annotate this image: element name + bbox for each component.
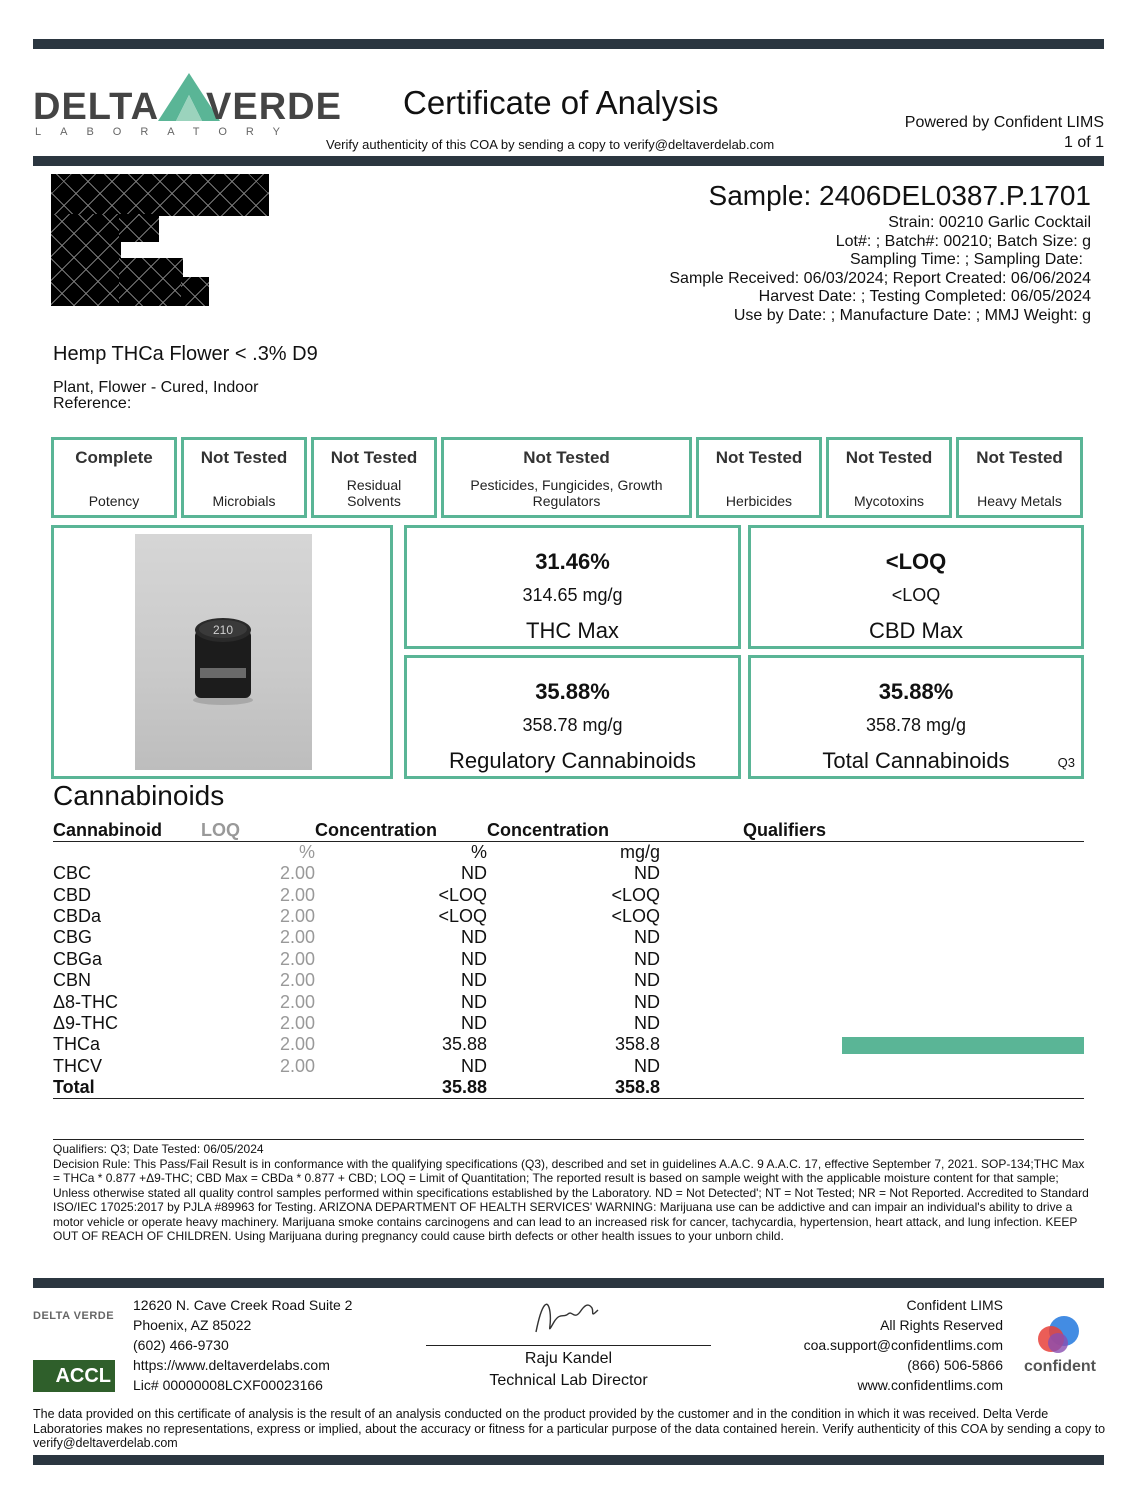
unit-cell [53, 842, 201, 864]
cannabinoid-name: THCV [53, 1055, 102, 1076]
table-row [53, 1013, 1084, 1034]
redaction-block [51, 214, 121, 306]
lims-email-link[interactable]: coa.support@confidentlims.com [803, 1337, 1003, 1353]
cannabinoid-mg: ND [634, 970, 660, 991]
lab-website-link[interactable]: https://www.deltaverdelabs.com [133, 1357, 330, 1373]
cannabinoid-qualifier [660, 991, 1084, 1012]
cannabinoid-qualifier [660, 1034, 1084, 1055]
cannabinoid-mg: 358.8 [614, 1034, 660, 1055]
page-title: Certificate of Analysis [403, 84, 719, 121]
cannabinoid-mg: <LOQ [611, 884, 660, 905]
table-row [53, 970, 1084, 991]
cannabinoid-pct: ND [461, 1055, 487, 1076]
cannabinoid-name: CBG [53, 927, 93, 948]
lab-address [133, 1295, 352, 1395]
cannabinoid-loq: 2.00 [279, 970, 315, 991]
table-row-total [53, 1077, 1084, 1099]
cannabinoid-loq: 2.00 [279, 905, 315, 926]
cannabinoid-loq: 2.00 [279, 1055, 315, 1076]
logo-delta: DELTA [33, 86, 160, 128]
unit-cell: % [470, 842, 487, 862]
sample-line-received: Sample Received: 06/03/2024; Report Created: 06/06/2024 [669, 269, 1091, 287]
regulatory-pct: 35.88% [535, 679, 610, 704]
cannabinoid-loq: 2.00 [279, 884, 315, 905]
cannabinoid-loq: 2.00 [279, 991, 315, 1012]
table-row [53, 927, 1084, 948]
cbd-max-label: CBD Max [868, 618, 964, 643]
panel-name: Residual Solvents [346, 477, 402, 509]
regulatory-mg: 358.78 mg/g [522, 715, 623, 735]
panel-name: Mycotoxins [853, 493, 925, 509]
header-loq: LOQ [201, 820, 315, 842]
redaction-block [119, 258, 183, 306]
product-name: Hemp THCa Flower < .3% D9 [53, 343, 318, 365]
panel-status: Not Tested [845, 448, 933, 467]
cannabinoid-pct: ND [461, 1012, 487, 1033]
panel-potency [51, 437, 177, 518]
thc-max-mg: 314.65 mg/g [522, 585, 623, 605]
cannabinoid-pct: 35.88 [441, 1034, 487, 1055]
signer-name: Raju Kandel [524, 1350, 613, 1367]
lims-info [804, 1295, 1003, 1395]
lims-rights: All Rights Reserved [880, 1317, 1003, 1333]
disclaimer-divider [53, 1139, 1084, 1140]
cannabinoid-qualifier [660, 1013, 1084, 1034]
footer-logo: DELTA VERDE [33, 1310, 115, 1322]
cannabinoid-mg: ND [634, 927, 660, 948]
panel-name: Potency [88, 493, 140, 509]
panel-name: Pesticides, Fungicides, Growth Regulators [470, 477, 663, 509]
lab-phone: (602) 466-9730 [133, 1337, 229, 1353]
total-mg: 358.8 [487, 1077, 660, 1099]
powered-by-text: Powered by Confident LIMS [904, 114, 1104, 131]
sample-id: Sample: 2406DEL0387.P.1701 [708, 180, 1091, 211]
panel-heavy-metals [956, 437, 1083, 518]
cannabinoids-title: Cannabinoids [53, 780, 225, 811]
qualifier-bar [842, 1037, 1084, 1054]
cannabinoid-name: CBC [53, 863, 92, 884]
header-cannabinoid: Cannabinoid [53, 820, 201, 842]
total-qualifier: Q3 [1057, 755, 1075, 770]
cannabinoid-qualifier [660, 970, 1084, 991]
table-row [53, 1034, 1084, 1055]
cannabinoid-name: Δ8-THC [53, 991, 119, 1012]
cannabinoid-mg: ND [634, 1012, 660, 1033]
table-row [53, 949, 1084, 970]
panel-name: Heavy Metals [977, 493, 1062, 509]
confident-logo-text: confident [1024, 1358, 1096, 1375]
cannabinoid-qualifier [660, 927, 1084, 948]
cannabinoid-loq: 2.00 [279, 927, 315, 948]
panel-microbials [181, 437, 307, 518]
cannabinoid-name: CBD [53, 884, 92, 905]
lims-name: Confident LIMS [906, 1297, 1003, 1313]
cannabinoid-pct: ND [461, 948, 487, 969]
address-line: 12620 N. Cave Creek Road Suite 2 [133, 1297, 353, 1313]
product-reference: Reference: [53, 395, 132, 412]
total-loq [201, 1077, 315, 1099]
table-row [53, 991, 1084, 1012]
cannabinoid-qualifier [660, 884, 1084, 905]
table-row [53, 906, 1084, 927]
header-concentration-pct: Concentration [315, 820, 487, 842]
table-header [53, 820, 1084, 842]
panel-herbicides [696, 437, 822, 518]
cannabinoid-qualifier [660, 863, 1084, 884]
panel-status: Not Tested [330, 448, 418, 467]
accl-logo [33, 1360, 115, 1392]
table-row [53, 863, 1084, 884]
cannabinoid-pct: <LOQ [438, 905, 487, 926]
cannabinoid-name: Δ9-THC [53, 1012, 119, 1033]
lims-website-link[interactable]: www.confidentlims.com [857, 1377, 1003, 1393]
signer [426, 1345, 711, 1392]
unit-cell: mg/g [619, 842, 660, 862]
panel-pesticides [441, 437, 692, 518]
total-cannabinoids-mg: 358.78 mg/g [865, 715, 967, 735]
cbd-max-pct: <LOQ [885, 549, 947, 574]
panel-mycotoxins [826, 437, 952, 518]
lab-license: Lic# 00000008LCXF00023166 [133, 1377, 323, 1393]
product-type [53, 380, 258, 412]
cannabinoid-name: CBDa [53, 905, 102, 926]
cannabinoid-qualifier [660, 906, 1084, 927]
logo-subtitle: LABORATORY [35, 126, 299, 138]
total-qualifiers [660, 1077, 1084, 1099]
sample-jar-image [192, 616, 254, 706]
header-qualifiers: Qualifiers [660, 820, 1084, 842]
product-category: Plant, Flower - Cured, Indoor [53, 379, 259, 396]
cannabinoid-name: THCa [53, 1034, 101, 1055]
cannabinoid-loq: 2.00 [279, 948, 315, 969]
cannabinoid-mg: <LOQ [611, 905, 660, 926]
total-name: Total [53, 1077, 201, 1099]
jar-label: 210 [212, 623, 234, 637]
cannabinoid-mg: ND [634, 863, 660, 884]
sample-line-use-by: Use by Date: ; Manufacture Date: ; MMJ Weight: g [733, 306, 1091, 324]
redaction-block [51, 174, 269, 216]
unit-cell [660, 842, 1084, 864]
regulatory-label: Regulatory Cannabinoids [448, 748, 697, 773]
powered-by [905, 113, 1104, 153]
cannabinoid-pct: ND [461, 927, 487, 948]
thc-max-pct: 31.46% [535, 549, 610, 574]
cannabinoid-pct: ND [461, 970, 487, 991]
cannabinoid-name: CBN [53, 970, 92, 991]
cannabinoid-loq: 2.00 [279, 863, 315, 884]
unit-cell: % [298, 842, 315, 862]
regulatory-box [404, 655, 741, 779]
redaction-block [181, 277, 209, 306]
sample-line-strain: Strain: 00210 Garlic Cocktail [888, 214, 1091, 231]
sample-line-sampling: Sampling Time: ; Sampling Date: [850, 251, 1083, 268]
total-cannabinoids-pct: 35.88% [878, 679, 954, 704]
table-row [53, 884, 1084, 905]
signature-text: Raju Kandel [562, 1339, 574, 1341]
logo-verde: VERDE [206, 86, 342, 128]
cbd-max-box [748, 525, 1084, 649]
signer-title: Technical Lab Director [489, 1372, 648, 1389]
cannabinoid-name: CBGa [53, 948, 103, 969]
total-cannabinoids-label: Total Cannabinoids [822, 748, 1010, 773]
verify-text: Verify authenticity of this COA by sending a copy to verify@deltaverdelab.com [326, 137, 775, 152]
cannabinoid-mg: ND [634, 1055, 660, 1076]
accl-logo-text: ACCL [55, 1365, 111, 1387]
cannabinoid-loq: 2.00 [279, 1034, 315, 1055]
total-pct: 35.88 [315, 1077, 487, 1099]
panel-status: Complete [75, 448, 153, 467]
address-city: Phoenix, AZ 85022 [133, 1317, 252, 1333]
panel-status: Not Tested [200, 448, 288, 467]
cannabinoid-qualifier [660, 949, 1084, 970]
table-units [53, 842, 1084, 864]
sample-line-harvest: Harvest Date: ; Testing Completed: 06/05/2024 [758, 288, 1091, 305]
cannabinoid-loq: 2.00 [279, 1012, 315, 1033]
thc-max-box [404, 525, 741, 649]
table-row [53, 1056, 1084, 1077]
cannabinoid-mg: ND [634, 948, 660, 969]
cannabinoid-mg: ND [634, 991, 660, 1012]
header-divider [33, 156, 1104, 166]
signature-image [528, 1292, 608, 1342]
lims-phone: (866) 506-5866 [907, 1357, 1003, 1373]
thc-max-label: THC Max [526, 618, 619, 643]
panel-status: Not Tested [523, 448, 610, 467]
panel-status: Not Tested [715, 448, 803, 467]
cannabinoid-pct: ND [461, 991, 487, 1012]
panel-name: Herbicides [725, 493, 793, 509]
panel-status: Not Tested [976, 448, 1063, 467]
cannabinoids-table [53, 820, 1084, 1099]
panel-residual-solvents [311, 437, 437, 518]
cannabinoid-qualifier [660, 1056, 1084, 1077]
redaction-block [119, 214, 159, 242]
cbd-max-mg: <LOQ [891, 585, 941, 605]
cannabinoid-pct: <LOQ [438, 884, 487, 905]
cannabinoid-pct: ND [461, 863, 487, 884]
bottom-bar [33, 1455, 1104, 1465]
header-concentration-mg: Concentration [487, 820, 660, 842]
confident-logo-icon [1034, 1315, 1084, 1357]
footer-divider [33, 1278, 1104, 1288]
decision-rule-text: Decision Rule: This Pass/Fail Result is in conformance with the qualifying specifications (Q3), described and set in guidelines A.A.C. 9 A.A.C. 17, effective September 7, 2021. SOP-134;THC Max = THCa * 0.877 +Δ9-THC; CBD Max = CBDa * 0.877 + CBD; LOQ = Limit of Quantitation; The reported result is based on sample weight with the applicable moisture content for that sample; Unless otherwise stated all quality control samples performed within specifications established by the Laboratory. ND = Not Detected'; NT = Not Tested; NR = Not Reported. Accredited to Standard ISO/IEC 17025:2017 by PJLA #89963 for Testing. ARIZONA DEPARTMENT OF HEALTH SERVICES' WARNING: Marijuana use can be addictive and can impair an individual's ability to drive a motor vehicle or operate heavy machinery. Marijuana smoke contains carcinogens and can lead to an increased risk for cancer, tachycardia, hypertension, heart attack, and lung infection. KEEP OUT OF REACH OF CHILDREN. Using Marijuana during pregnancy could cause birth defects or other health issues to your unborn child. [53, 1156, 1089, 1243]
sample-line-lot: Lot#: ; Batch#: 00210; Batch Size: g [835, 232, 1091, 250]
legal-text: The data provided on this certificate of analysis is the result of an analysis conducted on the product provided by the customer and in the condition in which it was received. Delta Verde Laboratories makes no representations, express or implied, about the accuracy or fitness for a particular purpose of the data contained herein. Verify authenticity of this COA by sending a copy to verify@deltaverdelab.com [33, 1407, 1106, 1450]
top-bar [33, 39, 1104, 49]
panel-name: Microbials [212, 493, 276, 509]
disclaimer [53, 1142, 1093, 1244]
total-cannabinoids-box [748, 655, 1084, 779]
sample-info [669, 178, 1091, 325]
page-number: 1 of 1 [1063, 134, 1104, 151]
qualifiers-line: Qualifiers: Q3; Date Tested: 06/05/2024 [53, 1142, 264, 1156]
